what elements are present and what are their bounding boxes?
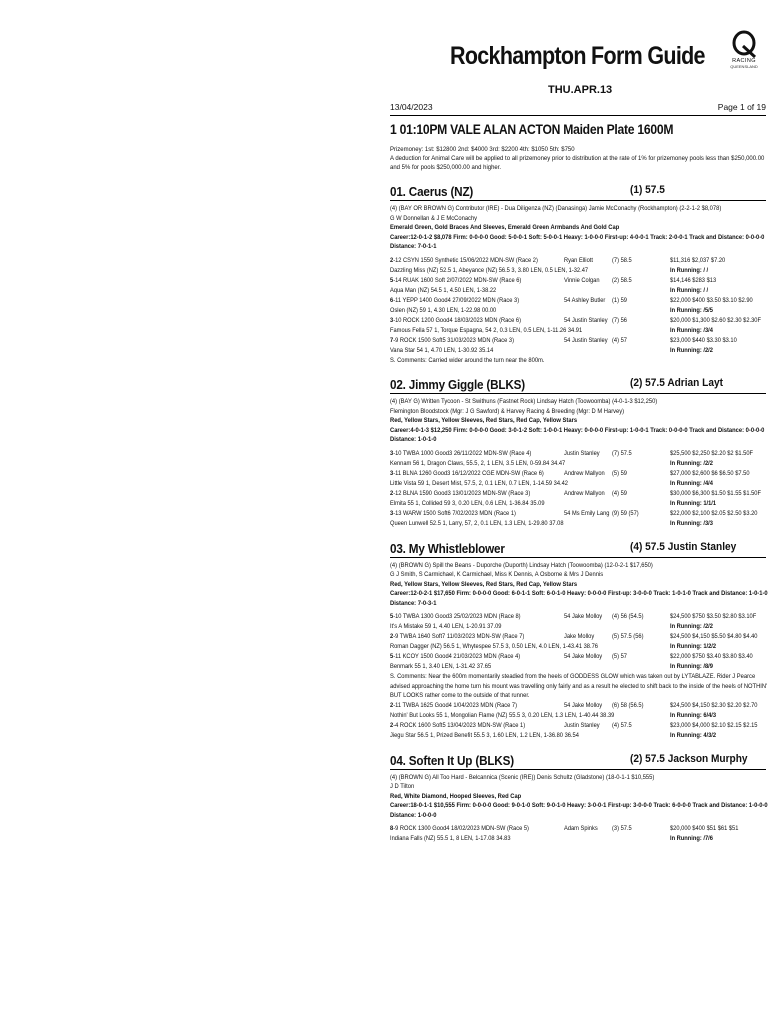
run-prize: $11,316 $2,037 $7.20	[670, 256, 726, 264]
run-race-info: -9 ROCK 1300 Good4 18/02/2023 MDN-SW (Race 5)	[393, 825, 529, 832]
run-race	[390, 509, 516, 519]
run-jockey: Ryan Elliott	[564, 256, 593, 264]
run-position: 3	[390, 509, 394, 517]
horse-entry	[390, 182, 766, 365]
horse-barrier-weight: (2) 57.5 Jackson Murphy	[630, 752, 748, 765]
horse-career: Career:12-0-1-2 $8,078 Firm: 0-0-0-0 Good: 5-0-0-1 Soft: 5-0-0-1 Heavy: 1-0-0-0 First-up: 4-0-0-1 Track: 2-0-0-1 Track and Distance: 0-0-0-0 Distance: 7-0-1-1	[390, 233, 765, 250]
run-race	[390, 652, 520, 662]
run-barrier-weight: (7) 58.5	[612, 256, 632, 264]
run-in-running: In Running: /3/4	[670, 326, 713, 334]
animal-care-note: A deduction for Animal Care will be applied to all prizemoney prior to distribution at the rate of 1% for prizemoney pools less than $250,000.00 and 5% for pools $250,000.00 and higher.	[390, 155, 765, 171]
run-barrier-weight: (9) 59 (57)	[612, 509, 639, 517]
horse-owners: G J Smith, S Carmichael, K Carmichael, Miss K Dennis, A Osborne & Mrs J Dennis	[390, 571, 604, 578]
run-race-info: -4 ROCK 1600 Soft5 13/04/2023 MDN-SW (Race 1)	[393, 721, 526, 729]
run-prize: $23,000 $440 $3.30 $3.10	[670, 336, 737, 344]
run-jockey: 54 Jake Molloy	[564, 701, 603, 709]
run-race	[390, 701, 517, 711]
run-detail: It's A Mistake 59 1, 4.40 LEN, 1-20.91 37.09	[390, 623, 502, 630]
horse-header	[390, 539, 766, 558]
run-position: 3	[390, 469, 394, 477]
prizemoney: Prizemoney: 1st: $12800 2nd: $4000 3rd: $2200 4th: $1050 5th: $750	[390, 146, 575, 153]
run-detail: Aqua Man (NZ) 54.5 1, 4.50 LEN, 1-38.22	[390, 286, 497, 294]
run-in-running: In Running: / /	[670, 266, 709, 274]
horse-colours: Red, Yellow Stars, Yellow Sleeves, Red Stars, Red Cap, Yellow Stars	[390, 417, 578, 424]
racing-queensland-logo	[724, 30, 764, 76]
form-run-row	[390, 449, 766, 469]
run-prize: $22,000 $2,100 $2.05 $2.50 $3.20	[670, 509, 758, 517]
q-logo-icon	[729, 30, 759, 58]
logo-text: RACING	[732, 58, 756, 64]
run-in-running: In Running: /7/6	[670, 835, 713, 842]
form-guide-page	[390, 28, 766, 844]
run-jockey: 54 Justin Stanley	[564, 316, 608, 324]
run-barrier-weight: (4) 57	[612, 336, 627, 344]
run-prize: $25,500 $2,250 $2.20 $2 $1.50F	[670, 449, 754, 457]
run-position: 5	[390, 613, 394, 620]
horse-colours: Red, Yellow Stars, Yellow Sleeves, Red Stars, Red Cap, Yellow Stars	[390, 580, 578, 588]
run-barrier-weight: (7) 57.5	[612, 449, 632, 457]
run-barrier-weight: (4) 59	[612, 489, 627, 497]
horse-colours: Red, White Diamond, Hooped Sleeves, Red Cap	[390, 792, 522, 800]
run-position: 3	[390, 449, 394, 457]
run-jockey: Adam Spinks	[564, 825, 598, 832]
run-race-info: -11 YEPP 1400 Good4 27/09/2022 MDN (Race 3)	[393, 296, 520, 304]
horse-list	[390, 182, 766, 844]
run-jockey: 54 Jake Molloy	[564, 613, 603, 620]
run-in-running: In Running: / /	[670, 286, 709, 294]
run-jockey: Jake Molloy	[564, 633, 595, 640]
run-prize: $22,000 $400 $3.50 $3.10 $2.90	[670, 296, 753, 304]
form-run-row	[390, 701, 766, 721]
run-race-info: -13 WARW 1500 Soft6 7/02/2023 MDN (Race 1)	[393, 509, 516, 517]
run-prize: $20,000 $400 $51 $61 $51	[670, 825, 739, 832]
run-position: 2	[390, 256, 394, 264]
run-race	[390, 336, 514, 346]
run-jockey: Andrew Mallyon	[564, 469, 605, 477]
run-in-running: In Running: /2/2	[670, 459, 713, 467]
horse-career: Career:12-0-2-1 $17,650 Firm: 0-0-0-0 Good: 6-0-1-1 Soft: 6-0-1-0 Heavy: 0-0-0-0 First-up: 3-0-0-0 Track: 1-0-1-0 Track and Distance: 1-0-1-0 Distance: 7-0-3-1	[390, 590, 768, 607]
form-run-row	[390, 336, 766, 356]
run-race-info: -10 ROCK 1200 Good4 18/03/2023 MDN (Race 6)	[393, 316, 522, 324]
page-title: Rockhampton Form Guide	[450, 42, 705, 70]
run-prize: $24,500 $750 $3.50 $2.80 $3.10F	[670, 613, 757, 620]
run-position: 5	[390, 276, 394, 284]
run-in-running: In Running: /3/3	[670, 519, 713, 527]
run-prize: $30,000 $6,300 $1.50 $1.55 $1.50F	[670, 489, 761, 497]
run-barrier-weight: (1) 59	[612, 296, 627, 304]
run-barrier-weight: (5) 59	[612, 469, 627, 477]
page-number: Page 1 of 19	[717, 102, 766, 112]
run-position: 6	[390, 296, 394, 304]
horse-header	[390, 751, 766, 770]
form-run-row	[390, 721, 766, 741]
run-detail: Nothin' But Looks 55 1, Mongolian Flame (NZ) 55.5 3, 0.20 LEN, 1.3 LEN, 1-40.44 38.39	[390, 711, 615, 719]
run-barrier-weight: (2) 58.5	[612, 276, 632, 284]
run-barrier-weight: (4) 57.5	[612, 721, 632, 729]
run-prize: $24,500 $4,150 $2.30 $2.20 $2.70	[670, 701, 758, 709]
horse-breeding: (4) (BAY OR BROWN G) Contributor (IRE) - Dua Diligenza (NZ) (Danasinga) Jamie McConachy (Rockhampton) (2-2-1-2 $8,078)	[390, 205, 722, 212]
run-jockey: 54 Ms Emily Lang	[564, 509, 610, 517]
run-detail: Vana Star 54 1, 4.70 LEN, 1-30.92 35.14	[390, 346, 494, 354]
run-barrier-weight: (4) 56 (54.5)	[612, 613, 644, 620]
run-prize: $20,000 $1,300 $2.60 $2.30 $2.30F	[670, 316, 761, 324]
horse-name: 02. Jimmy Giggle (BLKS)	[390, 377, 525, 392]
logo-subtext: QUEENSLAND	[730, 64, 758, 69]
run-jockey: 54 Jake Molloy	[564, 653, 603, 660]
run-in-running: In Running: /2/2	[670, 346, 713, 354]
horse-entry	[390, 539, 766, 741]
run-race	[390, 449, 531, 459]
run-race	[390, 612, 521, 622]
run-jockey: 54 Justin Stanley	[564, 336, 608, 344]
run-race-info: -9 TWBA 1640 Soft7 11/03/2023 MDN-SW (Race 7)	[393, 633, 525, 640]
run-position: 2	[390, 489, 394, 497]
run-in-running: In Running: 1/2/2	[670, 643, 717, 650]
run-prize: $24,500 $4,150 $5.50 $4.80 $4.40	[670, 633, 758, 640]
print-date: 13/04/2023	[390, 102, 433, 112]
run-race-info: -10 TWBA 1000 Good3 26/11/2022 MDN-SW (Race 4)	[393, 449, 532, 457]
run-race	[390, 632, 524, 642]
run-in-running: In Running: /5/5	[670, 306, 713, 314]
horse-career: Career:18-0-1-1 $10,555 Firm: 0-0-0-0 Good: 9-0-1-0 Soft: 9-0-1-0 Heavy: 3-0-0-1 First-up: 3-0-0-0 Track: 6-0-0-0 Track and Distance: 1-0-0-0 Distance: 1-0-0-0	[390, 802, 768, 819]
run-race	[390, 469, 544, 479]
run-detail: Dazzling Miss (NZ) 52.5 1, Abeyance (NZ) 56.5 3, 3.80 LEN, 0.5 LEN, 1-32.47	[390, 266, 589, 274]
run-jockey: 54 Ashley Butler	[564, 296, 606, 304]
form-run-row	[390, 276, 766, 296]
horse-header	[390, 182, 766, 201]
run-race-info: -12 CSYN 1550 Synthetic 15/06/2022 MDN-SW (Race 2)	[393, 256, 538, 264]
form-run-row	[390, 489, 766, 509]
form-run-row	[390, 316, 766, 336]
run-position: 3	[390, 316, 394, 324]
horse-name: 03. My Whistleblower	[390, 540, 505, 556]
run-in-running: In Running: 1/1/1	[670, 499, 717, 507]
run-jockey: Andrew Mallyon	[564, 489, 605, 497]
run-barrier-weight: (5) 57.5 (56)	[612, 633, 644, 640]
horse-breeding: (4) (BAY G) Written Tycoon - St Swithuns (Fastnet Rock) Lindsay Hatch (Toowoomba) (4-0-1-3 $12,250)	[390, 398, 658, 405]
run-prize: $27,000 $2,600 $6 $6.50 $7.50	[670, 469, 750, 477]
form-run-row	[390, 256, 766, 276]
run-race	[390, 824, 529, 834]
horse-name: 04. Soften It Up (BLKS)	[390, 752, 514, 768]
horse-entry	[390, 375, 766, 529]
run-detail: Queen Lunwell 52.5 1, Larry, 57, 2, 0.1 LEN, 1.3 LEN, 1-29.80 37.08	[390, 519, 564, 527]
horse-colours: Emerald Green, Gold Braces And Sleeves, Emerald Green Armbands And Gold Cap	[390, 224, 620, 231]
run-detail: Indiana Falls (NZ) 55.5 1, 8 LEN, 1-17.08 34.83	[390, 835, 511, 842]
run-race	[390, 721, 525, 731]
race-title: 1 01:10PM VALE ALAN ACTON Maiden Plate 1600M	[390, 122, 674, 137]
run-detail: Jiegu Star 56.5 1, Prized Benefit 55.5 3, 1.60 LEN, 1.2 LEN, 1-36.80 36.54	[390, 731, 579, 739]
form-run-row	[390, 296, 766, 316]
run-race-info: -12 BLNA 1590 Good3 13/01/2023 MDN-SW (Race 3)	[393, 489, 531, 497]
run-race-info: -11 TWBA 1625 Good4 1/04/2023 MDN (Race 7)	[393, 701, 517, 709]
run-race-info: -14 RUAK 1600 Soft 2/07/2022 MDN-SW (Race 6)	[393, 276, 522, 284]
run-race	[390, 316, 521, 326]
horse-header	[390, 375, 766, 394]
run-prize: $22,000 $750 $3.40 $3.80 $3.40	[670, 653, 753, 660]
run-detail: Famous Fella 57 1, Torque Espagna, 54 2, 0.3 LEN, 0.5 LEN, 1-11.26 34.91	[390, 326, 583, 334]
form-run-row	[390, 824, 766, 844]
run-race	[390, 489, 530, 499]
run-detail: Benmark 55 1, 3.40 LEN, 1-31.42 37.65	[390, 663, 492, 670]
run-race	[390, 256, 538, 266]
run-detail: Elmita 55 1, Collided 59 3, 0.20 LEN, 0.6 LEN, 1-36.84 35.09	[390, 499, 545, 507]
run-in-running: In Running: /4/4	[670, 479, 713, 487]
form-run-row	[390, 632, 766, 652]
run-race	[390, 296, 519, 306]
run-race	[390, 276, 521, 286]
run-race-info: -10 TWBA 1300 Good3 25/02/2023 MDN (Race 8)	[393, 613, 521, 620]
horse-owners: J D Tilton	[390, 783, 415, 790]
date-bar	[390, 102, 766, 116]
run-race-info: -11 BLNA 1260 Good3 16/12/2022 CGE MDN-SW (Race 6)	[393, 469, 544, 477]
run-in-running: In Running: /8/9	[670, 663, 713, 670]
horse-owners: Flemington Bloodstock (Mgr: J G Sawford) & Harvey Racing & Breeding (Mgr: D M Harvey)	[390, 407, 625, 415]
form-run-row	[390, 612, 766, 632]
horse-breeding: (4) (BROWN G) Spill the Beans - Duporche (Duporth) Lindsay Hatch (Toowoomba) (12-0-2-1 $17,650)	[390, 561, 653, 569]
run-position: 8	[390, 825, 394, 832]
run-detail: Little Vista 59 1, Desert Mist, 57.5, 2, 0.1 LEN, 0.7 LEN, 1-14.59 34.42	[390, 479, 568, 487]
run-jockey: Justin Stanley	[564, 721, 600, 729]
horse-breeding: (4) (BROWN G) All Too Hard - Belcannica (Scenic (IRE)) Denis Schultz (Gladstone) (18-0-1-1 $10,555)	[390, 773, 655, 781]
run-position: 2	[390, 701, 394, 709]
run-jockey: Justin Stanley	[564, 449, 600, 457]
form-run-row	[390, 509, 766, 529]
run-barrier-weight: (6) 58 (56.5)	[612, 701, 644, 709]
race-day-date: THU.APR.13	[548, 84, 613, 96]
form-run-row	[390, 652, 766, 672]
horse-entry	[390, 751, 766, 845]
run-barrier-weight: (3) 57.5	[612, 825, 632, 832]
horse-barrier-weight: (1) 57.5	[630, 184, 665, 196]
run-in-running: In Running: 6/4/3	[670, 711, 717, 719]
run-position: 7	[390, 336, 394, 344]
run-race-info: -11 KCOY 1500 Good4 21/03/2023 MDN (Race 4)	[393, 653, 521, 660]
run-position: 5	[390, 653, 394, 660]
run-detail: Kennam 56 1, Dragon Claws, 55.5, 2, 1 LEN, 3.5 LEN, 0-59.84 34.47	[390, 459, 566, 467]
run-position: 2	[390, 721, 394, 729]
run-jockey: Vinnie Colgan	[564, 276, 600, 284]
page-header	[390, 28, 766, 98]
run-race-info: -9 ROCK 1500 Soft5 31/03/2023 MDN (Race 3)	[393, 336, 515, 344]
run-position: 2	[390, 633, 394, 640]
run-in-running: In Running: 4/3/2	[670, 731, 717, 739]
horse-barrier-weight: (2) 57.5 Adrian Layt	[630, 377, 723, 389]
run-detail: Roman Dagger (NZ) 56.5 1, Whytespee 57.5 3, 0.50 LEN, 4.0 LEN, 1-43.41 38.76	[390, 643, 598, 650]
horse-career: Career:4-0-1-3 $12,250 Firm: 0-0-0-0 Good: 3-0-1-2 Soft: 1-0-0-1 Heavy: 0-0-0-0 First-up: 1-0-0-1 Track: 0-0-0-0 Track and Distance: 0-0-0-0 Distance: 1-0-1-0	[390, 426, 765, 443]
run-detail: Oslen (NZ) 59 1, 4.30 LEN, 1-22.98 00.00	[390, 306, 497, 314]
run-prize: $23,000 $4,000 $2.10 $2.15 $2.15	[670, 721, 758, 729]
stewards-comment: S. Comments: Near the 600m momentarily steadied from the heels of GODDESS GLOW which was taken out by LYTABLAZE. Rider J Pearce advised approaching the home turn his mount was travelling only fairly and as a result he elected to shift back to the inside of the heels of NOTHIN' BUT LOOKS rather come to the outside of that runner.	[390, 673, 768, 699]
run-barrier-weight: (7) 56	[612, 316, 627, 324]
run-prize: $14,146 $283 $13	[670, 276, 717, 284]
horse-barrier-weight: (4) 57.5 Justin Stanley	[630, 540, 737, 553]
form-run-row	[390, 469, 766, 489]
horse-name: 01. Caerus (NZ)	[390, 184, 474, 199]
run-barrier-weight: (5) 57	[612, 653, 627, 660]
stewards-comment: S. Comments: Carried wider around the turn near the 800m.	[390, 356, 545, 364]
run-in-running: In Running: /2/2	[670, 623, 713, 630]
horse-owners: G W Donnellan & J E McConachy	[390, 214, 478, 222]
